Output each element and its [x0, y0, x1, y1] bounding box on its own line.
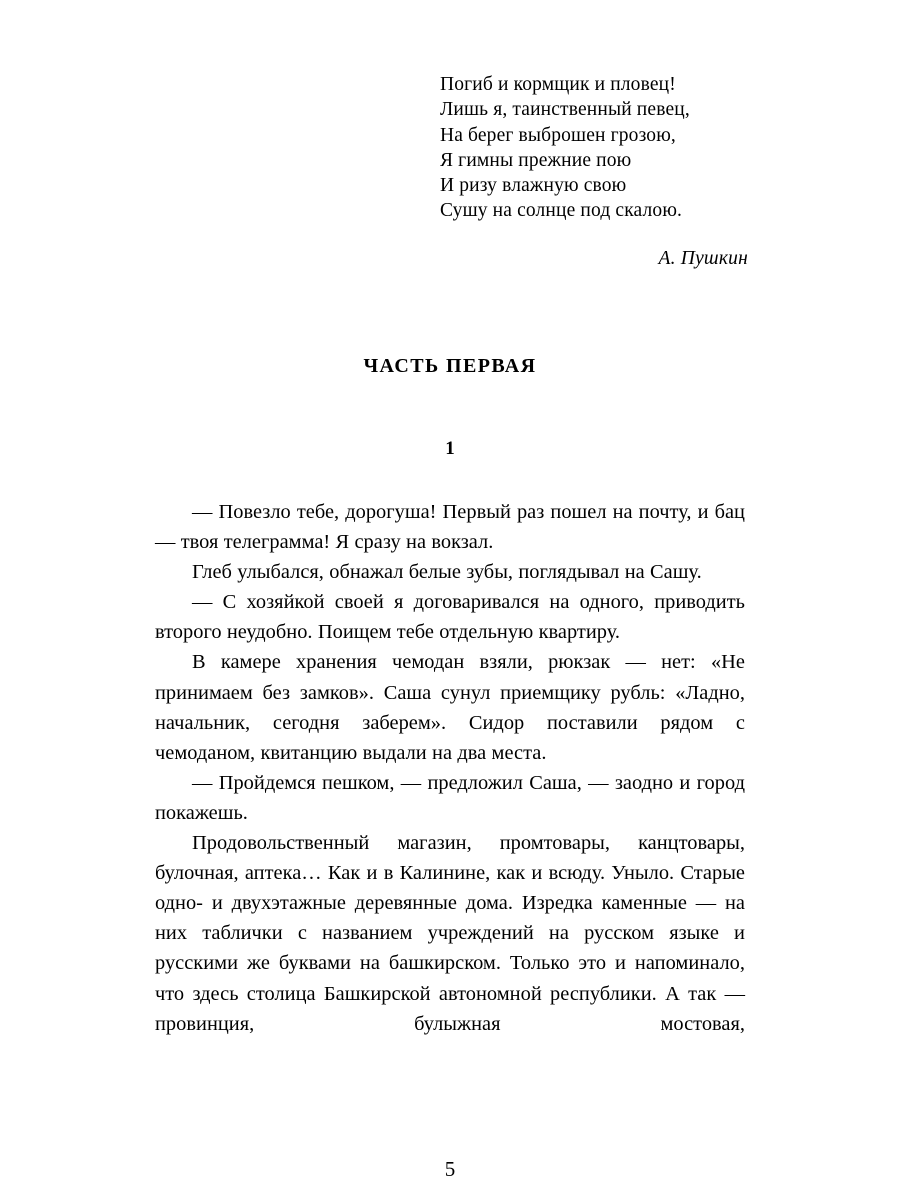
- epigraph-line: На берег выброшен грозою,: [440, 124, 676, 146]
- epigraph: [440, 72, 750, 271]
- epigraph-author: А. Пушкин: [658, 247, 748, 269]
- paragraph: Продовольственный магазин, промтовары, канцтовары, булочная, аптека… Как и в Калинине, как и всюду. Уныло. Старые одно- и двухэтажные деревянные дома. Изредка каменные — на них таблички с названием учреждений на русском языке и русскими же буквами на башкирском. Только это и напоминало, что здесь столица Башкирской автономной республики. А так — провинция, булыжная мостовая,: [155, 832, 745, 1035]
- paragraph: В камере хранения чемодан взяли, рюкзак — нет: «Не принимаем без замков». Саша сунул приемщику рубль: «Ладно, начальник, сегодня заберем». Сидор поставили рядом с чемоданом, квитанцию выдали на два места.: [155, 651, 745, 764]
- paragraph: Глеб улыбался, обнажал белые зубы, поглядывал на Сашу.: [192, 561, 702, 584]
- paragraph: — Пройдемся пешком, — предложил Саша, — заодно и город покажешь.: [155, 771, 745, 824]
- paragraph: — С хозяйкой своей я договаривался на одного, приводить второго неудобно. Поищем тебе отдельную квартиру.: [155, 591, 745, 644]
- epigraph-line: И ризу влажную свою: [440, 175, 627, 197]
- part-title: ЧАСТЬ ПЕРВАЯ: [363, 355, 537, 377]
- body-text: [155, 497, 745, 1039]
- chapter-number: 1: [445, 438, 455, 459]
- epigraph-line: Сушу на солнце под скалою.: [440, 200, 683, 222]
- paragraph: — Повезло тебе, дорогуша! Первый раз пошел на почту, и бац — твоя телеграмма! Я сразу на вокзал.: [155, 501, 745, 554]
- epigraph-line: Лишь я, таинственный певец,: [440, 99, 690, 121]
- page-number: 5: [444, 1157, 456, 1181]
- epigraph-line: Погиб и кормщик и пловец!: [440, 74, 676, 95]
- epigraph-line: Я гимны прежние пою: [440, 149, 632, 171]
